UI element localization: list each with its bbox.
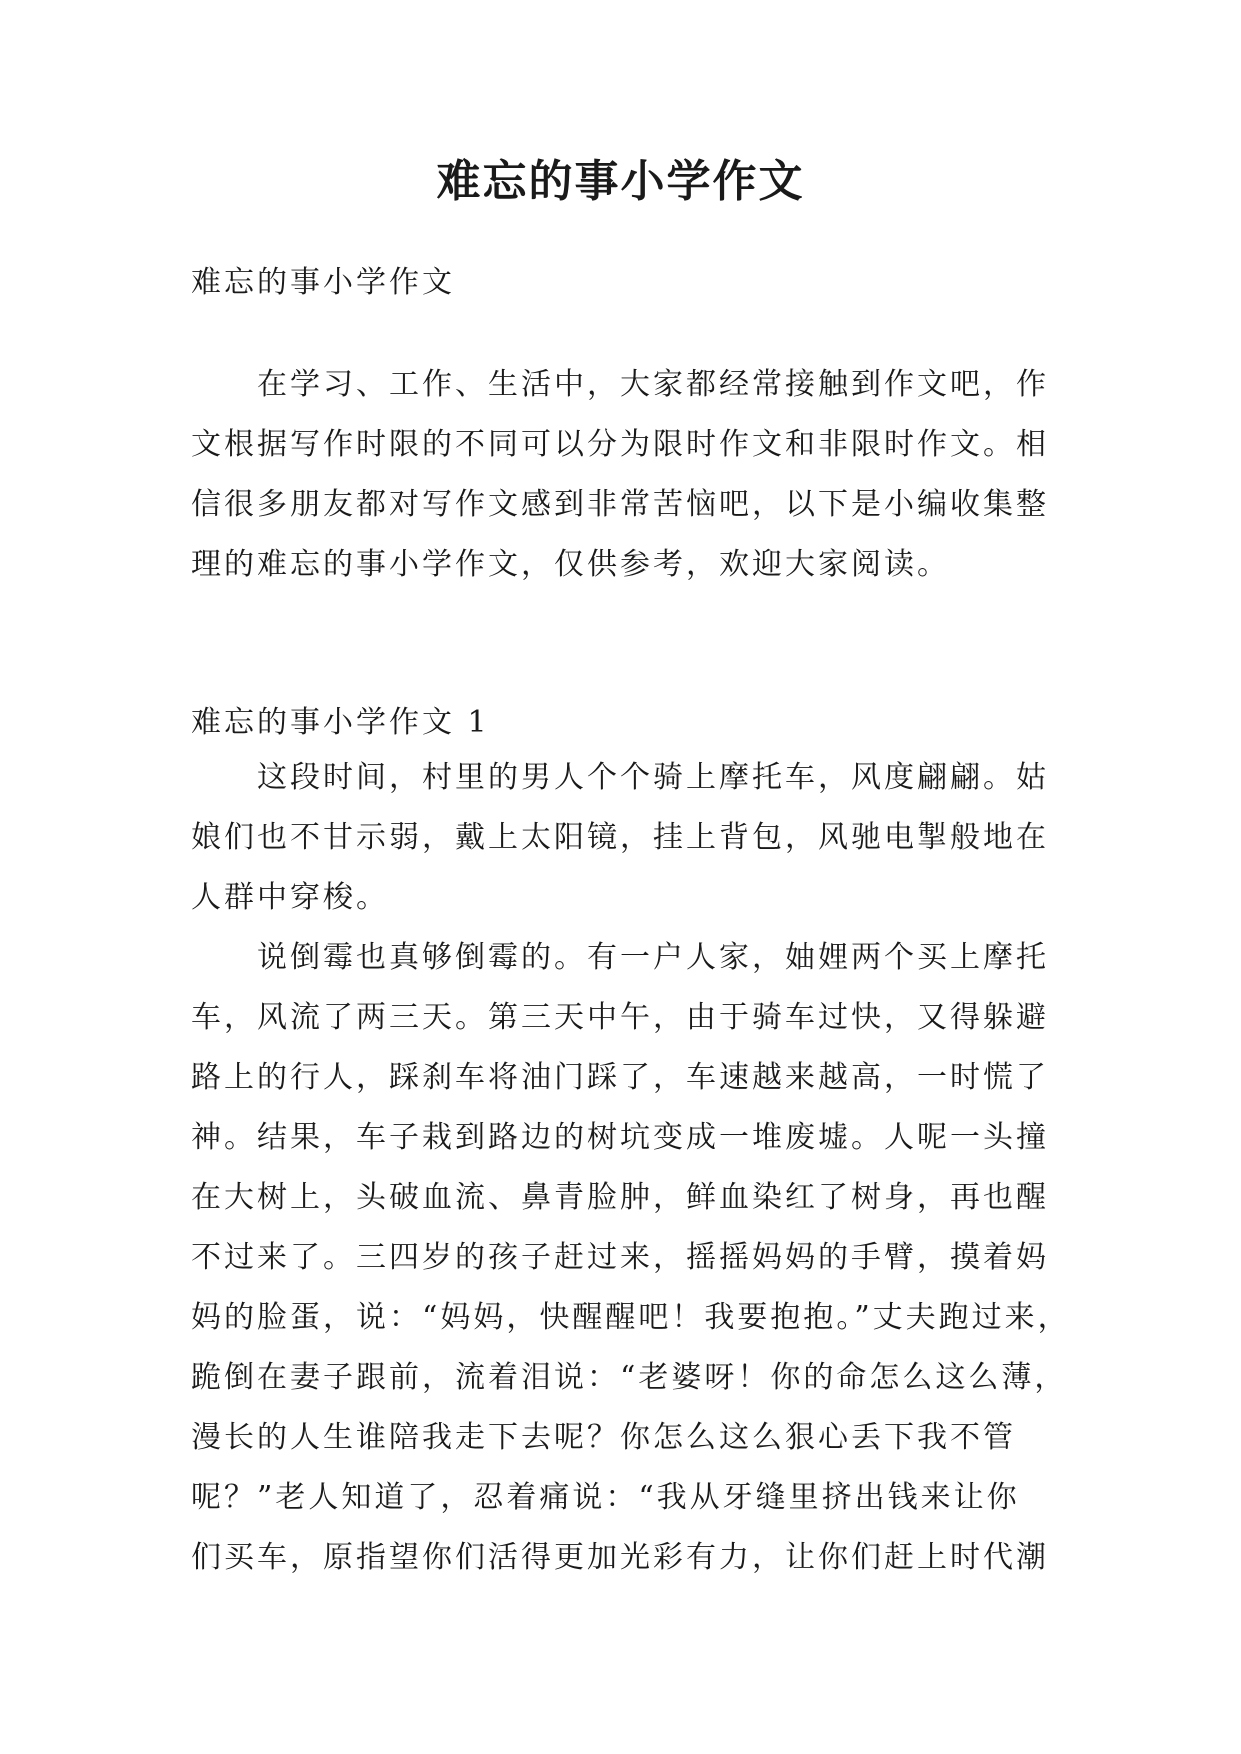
document-subtitle: 难忘的事小学作文 — [191, 265, 455, 300]
paragraph-line: 神。结果，车子栽到路边的树坑变成一堆废墟。人呢一头撞 — [191, 1120, 1049, 1155]
paragraph-line: 在学习、工作、生活中，大家都经常接触到作文吧，作 — [191, 367, 1049, 402]
intro-paragraph — [191, 355, 1071, 595]
paragraph-line: 车，风流了两三天。第三天中午，由于骑车过快，又得躲避 — [191, 1000, 1049, 1035]
paragraph-line: 漫长的人生谁陪我走下去呢？你怎么这么狠心丢下我不管 — [191, 1420, 1016, 1455]
paragraph-line: 理的难忘的事小学作文，仅供参考，欢迎大家阅读。 — [191, 547, 950, 582]
section-heading: 难忘的事小学作文 1 — [191, 705, 490, 740]
paragraph-line: 说倒霉也真够倒霉的。有一户人家，妯娌两个买上摩托 — [191, 940, 1049, 975]
document-title: 难忘的事小学作文 — [436, 156, 805, 207]
paragraph-line: 文根据写作时限的不同可以分为限时作文和非限时作文。相 — [191, 427, 1049, 462]
paragraph-line: 妈的脸蛋，说：“妈妈，快醒醒吧！我要抱抱。”丈夫跑过来， — [191, 1300, 1071, 1335]
paragraph-line: 呢？”老人知道了，忍着痛说：“我从牙缝里挤出钱来让你 — [191, 1480, 1020, 1515]
paragraph-line: 这段时间，村里的男人个个骑上摩托车，风度翩翩。姑 — [191, 760, 1049, 795]
paragraph-line: 信很多朋友都对写作文感到非常苦恼吧，以下是小编收集整 — [191, 487, 1049, 522]
paragraph-line: 跪倒在妻子跟前，流着泪说：“老婆呀！你的命怎么这么薄， — [191, 1360, 1068, 1395]
paragraph-line: 在大树上，头破血流、鼻青脸肿，鲜血染红了树身，再也醒 — [191, 1180, 1049, 1215]
paragraph-line: 娘们也不甘示弱，戴上太阳镜，挂上背包，风驰电掣般地在 — [191, 820, 1049, 855]
paragraph-line: 不过来了。三四岁的孩子赶过来，摇摇妈妈的手臂，摸着妈 — [191, 1240, 1049, 1275]
section-paragraph — [191, 748, 1071, 928]
section-paragraph — [191, 928, 1071, 1588]
paragraph-line: 们买车，原指望你们活得更加光彩有力，让你们赶上时代潮 — [191, 1540, 1049, 1575]
paragraph-line: 人群中穿梭。 — [191, 880, 389, 915]
paragraph-line: 路上的行人，踩刹车将油门踩了，车速越来越高，一时慌了 — [191, 1060, 1049, 1095]
